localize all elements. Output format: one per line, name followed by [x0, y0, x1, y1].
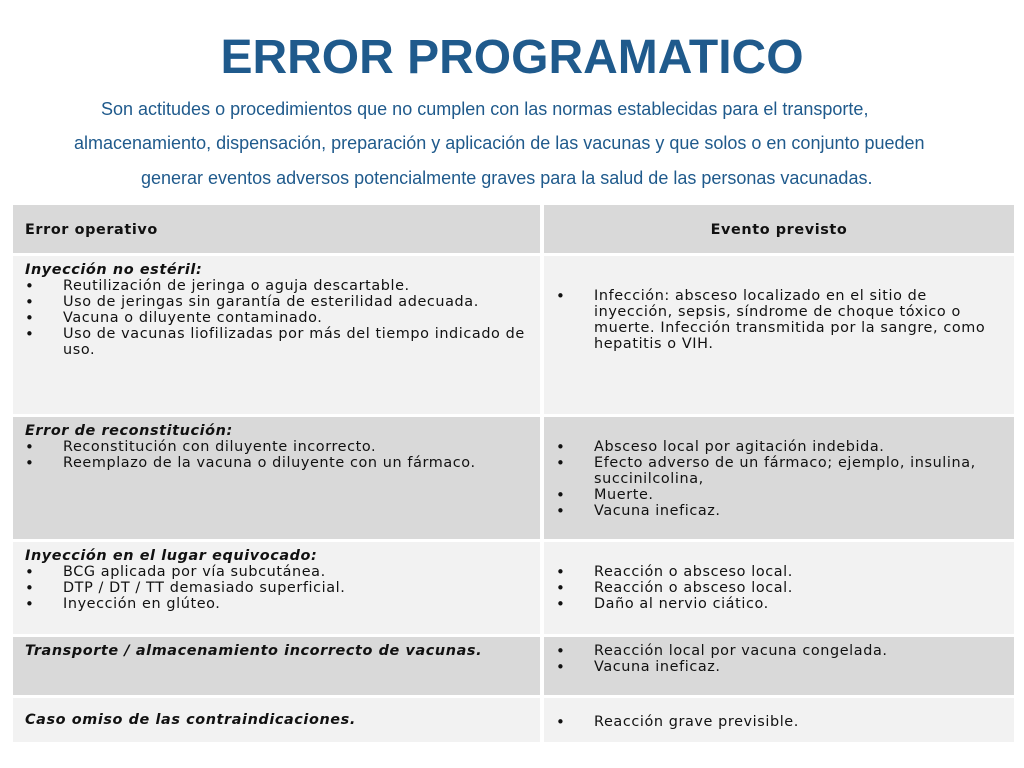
error-list [25, 564, 528, 612]
error-table [9, 202, 1018, 745]
list-item: • Vacuna o diluyente contaminado. [25, 310, 528, 326]
error-category: Error de reconstitución: [25, 423, 233, 439]
error-category: Transporte / almacenamiento incorrecto de vacunas. [25, 643, 483, 659]
table-header-row [13, 205, 1014, 253]
page-title: ERROR PROGRAMATICO [220, 31, 804, 84]
error-list [25, 278, 528, 358]
list-item: • Inyección en glúteo. [25, 596, 528, 612]
error-category: Caso omiso de las contraindicaciones. [25, 712, 356, 728]
event-list [556, 643, 1002, 675]
error-category: Inyección no estéril: [25, 262, 203, 278]
event-list [556, 439, 1002, 519]
list-item: • Reacción o absceso local. [556, 564, 1002, 580]
table-row [13, 637, 1014, 695]
list-item: • Infección: absceso localizado en el sitio de inyección, sepsis, síndrome de choque tóxico o muerte. Infección transmitida por la sangre, como hepatitis o VIH. [556, 288, 1002, 352]
list-item: • BCG aplicada por vía subcutánea. [25, 564, 528, 580]
list-item: • DTP / DT / TT demasiado superficial. [25, 580, 528, 596]
event-cell [544, 698, 1014, 742]
error-cell [13, 542, 540, 634]
list-item: • Reacción o absceso local. [556, 580, 1002, 596]
event-cell [544, 637, 1014, 695]
error-list [25, 439, 528, 471]
event-list [556, 288, 1002, 352]
description-line-2: almacenamiento, dispensación, preparación y aplicación de las vacunas y que solos o en conjunto pueden [74, 133, 925, 153]
table-row [13, 698, 1014, 742]
list-item: • Reconstitución con diluyente incorrecto. [25, 439, 528, 455]
list-item: • Uso de vacunas liofilizadas por más del tiempo indicado de uso. [25, 326, 528, 358]
error-cell [13, 417, 540, 539]
list-item: • Vacuna ineficaz. [556, 503, 1002, 519]
header-evento-previsto: Evento previsto [544, 205, 1014, 253]
table-row [13, 256, 1014, 414]
error-cell [13, 256, 540, 414]
list-item: • Reutilización de jeringa o aguja descartable. [25, 278, 528, 294]
table-row [13, 542, 1014, 634]
error-cell [13, 698, 540, 742]
event-cell [544, 542, 1014, 634]
header-error-operativo: Error operativo [13, 205, 540, 253]
event-cell [544, 417, 1014, 539]
list-item: • Reemplazo de la vacuna o diluyente con un fármaco. [25, 455, 528, 471]
description-line-1: Son actitudes o procedimientos que no cumplen con las normas establecidas para el transporte, [101, 99, 869, 119]
list-item: • Absceso local por agitación indebida. [556, 439, 1002, 455]
list-item: • Efecto adverso de un fármaco; ejemplo, insulina, succinilcolina, [556, 455, 1002, 487]
list-item: • Daño al nervio ciático. [556, 596, 1002, 612]
error-category: Inyección en el lugar equivocado: [25, 548, 318, 564]
event-cell [544, 256, 1014, 414]
description-line-3: generar eventos adversos potencialmente graves para la salud de las personas vacunadas. [141, 168, 873, 188]
event-list [556, 714, 1002, 730]
list-item: • Uso de jeringas sin garantía de esterilidad adecuada. [25, 294, 528, 310]
error-cell [13, 637, 540, 695]
list-item: • Reacción local por vacuna congelada. [556, 643, 1002, 659]
list-item: • Muerte. [556, 487, 1002, 503]
event-list [556, 564, 1002, 612]
list-item: • Reacción grave previsible. [556, 714, 1002, 730]
table-row [13, 417, 1014, 539]
list-item: • Vacuna ineficaz. [556, 659, 1002, 675]
